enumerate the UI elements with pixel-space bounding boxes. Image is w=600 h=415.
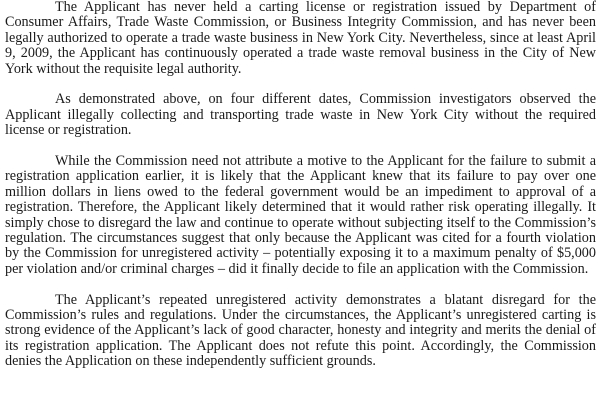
paragraph-unlicensed-operation: The Applicant has never held a carting license or registration issued by Department of Consumer Affairs, Trade Waste Commission, or Business Integrity Commission, and has never been legally authorized to operate a trade waste business in New York City. Nevertheless, since at least April 9, 2009, the Applicant has continuously operated a trade waste removal business in the City of New York without the requisite legal authority. [5,0,596,77]
paragraph-investigator-observations: As demonstrated above, on four different dates, Commission investigators observed the Applicant illegally collecting and transporting trade waste in New York City without the required license or registration. [5,91,596,139]
paragraph-conclusion: The Applicant’s repeated unregistered activity demonstrates a blatant disregard for the Commission’s rules and regulations. Under the circumstances, the Applicant’s unregistered carting is strong evidence of the Applicant’s lack of good character, honesty and integrity and merits the denial of its registration application. The Applicant does not refute this point. Accordingly, the Commission denies the Application on these independently sufficient grounds. [5,291,596,370]
paragraph-motive: While the Commission need not attribute a motive to the Applicant for the failure to submit a registration application earlier, it is likely that the Applicant knew that its failure to pay over one million dollars in liens owed to the federal government would be an impediment to approval of a registration. Therefore, the Applicant likely determined that it would rather risk operating illegally. It simply chose to disregard the law and continue to operate without subjecting itself to the Commission’s regulation. The circumstances suggest that only because the Applicant was cited for a fourth violation by the Commission for unregistered activity – potentially exposing it to a maximum penalty of $5,000 per violation and/or criminal charges – did it finally decide to file an application with the Commission. [5,153,596,277]
